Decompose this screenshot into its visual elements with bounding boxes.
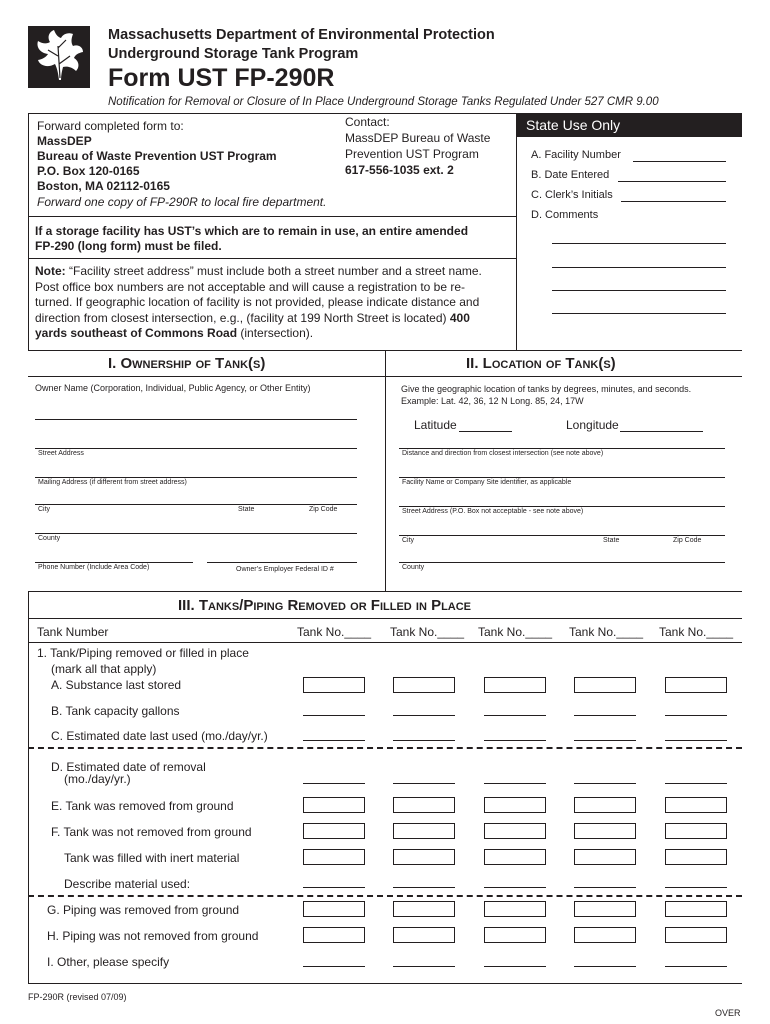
- capacity-line[interactable]: [665, 715, 727, 716]
- tank-no-5[interactable]: Tank No.____: [659, 625, 734, 639]
- street-address-label: Street Address: [38, 450, 84, 457]
- owner-name-field-2[interactable]: [35, 448, 357, 449]
- contact-phone: 617-556-1035 ext. 2: [345, 163, 454, 177]
- section3-bottom-rule: [28, 983, 742, 984]
- comments-line[interactable]: [552, 313, 726, 314]
- date-removal-line[interactable]: [665, 783, 727, 784]
- date-last-used-line[interactable]: [393, 740, 455, 741]
- substance-box[interactable]: [484, 677, 546, 693]
- revision-label: FP-290R (revised 07/09): [28, 992, 127, 1002]
- state-use-title: State Use Only: [526, 117, 621, 133]
- not-removed-box[interactable]: [574, 823, 636, 839]
- item1-line1: 1. Tank/Piping removed or filled in place: [37, 646, 249, 660]
- piping-not-removed-box[interactable]: [393, 927, 455, 943]
- material-line[interactable]: [574, 887, 636, 888]
- program-name: Underground Storage Tank Program: [108, 46, 359, 62]
- state-use-a: A. Facility Number: [531, 149, 621, 161]
- massdep-logo: [28, 26, 90, 88]
- note-line2: Post office box numbers are not acceptable and will cause a registration to be re-: [35, 279, 466, 294]
- piping-not-removed-box[interactable]: [303, 927, 365, 943]
- fein-field[interactable]: [207, 562, 357, 563]
- facility-name-field[interactable]: [399, 477, 725, 478]
- removed-box[interactable]: [574, 797, 636, 813]
- comments-line[interactable]: [552, 290, 726, 291]
- owner-name-field[interactable]: [35, 419, 357, 420]
- city-label: City: [38, 506, 51, 513]
- facility-city-label: City: [402, 537, 415, 544]
- phone-label: Phone Number (Include Area Code): [38, 564, 150, 571]
- substance-box[interactable]: [393, 677, 455, 693]
- material-line[interactable]: [665, 887, 727, 888]
- state-use-divider: [516, 113, 517, 350]
- not-removed-box[interactable]: [303, 823, 365, 839]
- row-i-label: I. Other, please specify: [47, 955, 170, 969]
- other-line[interactable]: [665, 966, 727, 967]
- location-instructions-2: Example: Lat. 42, 36, 12 N Long. 85, 24, 17W: [401, 396, 584, 406]
- not-removed-box[interactable]: [484, 823, 546, 839]
- state-label: State: [238, 506, 255, 513]
- material-line[interactable]: [303, 887, 365, 888]
- row-g-label: G. Piping was removed from ground: [47, 903, 240, 917]
- street-address-field[interactable]: [35, 477, 357, 478]
- warning-bottom-rule: [28, 258, 516, 259]
- dashed-divider: [28, 747, 742, 749]
- section2-bottom-rule: [28, 591, 742, 592]
- row-b-label: B. Tank capacity gallons: [51, 704, 180, 718]
- capacity-line[interactable]: [484, 715, 546, 716]
- forward-line3: P.O. Box 120-0165: [37, 164, 140, 178]
- tank-number-row-rule: [28, 642, 742, 643]
- distance-field[interactable]: [399, 448, 725, 449]
- agency-name: Massachusetts Department of Environmental Protection: [108, 27, 495, 43]
- row-a-label: A. Substance last stored: [51, 678, 182, 692]
- facility-zip-label: Zip Code: [673, 537, 702, 544]
- forward-bottom-rule: [28, 216, 516, 217]
- tank-no-2[interactable]: Tank No.____: [390, 625, 465, 639]
- section1-2-divider: [385, 350, 386, 591]
- state-use-b: B. Date Entered: [531, 169, 610, 181]
- note-line4: direction from closest intersection, e.g., (facility at 199 North Street is located): [35, 310, 447, 325]
- section2-title: II. Location of Tank(s): [466, 355, 616, 372]
- other-line[interactable]: [303, 966, 365, 967]
- latitude-label: Latitude: [414, 418, 457, 432]
- clerk-initials-field[interactable]: [621, 201, 726, 202]
- dashed-divider: [28, 895, 742, 897]
- removed-box[interactable]: [484, 797, 546, 813]
- oak-leaf-icon: [28, 26, 90, 88]
- row-h-label: H. Piping was not removed from ground: [47, 929, 259, 943]
- tank-no-4[interactable]: Tank No.____: [569, 625, 644, 639]
- distance-label: Distance and direction from closest intersection (see note above): [402, 450, 604, 457]
- capacity-line[interactable]: [393, 715, 455, 716]
- date-removal-line[interactable]: [393, 783, 455, 784]
- facility-county-label: County: [402, 564, 425, 571]
- other-line[interactable]: [484, 966, 546, 967]
- tank-number-label: Tank Number: [37, 625, 109, 639]
- piping-removed-box[interactable]: [665, 901, 727, 917]
- mailing-address-field[interactable]: [35, 504, 357, 505]
- forward-line1: MassDEP: [37, 134, 92, 148]
- warning-line2: FP-290 (long form) must be filed.: [35, 239, 222, 253]
- filled-box[interactable]: [393, 849, 455, 865]
- filled-box[interactable]: [303, 849, 365, 865]
- piping-removed-box[interactable]: [303, 901, 365, 917]
- note-bold2: yards southeast of Commons Road: [35, 326, 238, 340]
- row-filled-label: Tank was filled with inert material: [64, 851, 240, 865]
- substance-box[interactable]: [665, 677, 727, 693]
- date-last-used-line[interactable]: [484, 740, 546, 741]
- city-state-zip-field[interactable]: [35, 533, 357, 534]
- contact-line2: Prevention UST Program: [345, 147, 479, 161]
- item1-line2: (mark all that apply): [51, 662, 157, 676]
- fein-label: Owner’s Employer Federal ID #: [236, 566, 334, 573]
- section3-left-border: [28, 591, 29, 983]
- contact-label: Contact:: [345, 115, 390, 129]
- facility-county-field[interactable]: [399, 562, 725, 563]
- mailing-address-label: Mailing Address (if different from street address): [38, 479, 187, 486]
- facility-name-label: Facility Name or Company Site identifier, as applicable: [402, 479, 572, 486]
- forward-intro: Forward completed form to:: [37, 119, 184, 133]
- row-e-label: E. Tank was removed from ground: [51, 799, 234, 813]
- county-label: County: [38, 535, 61, 542]
- removed-box[interactable]: [303, 797, 365, 813]
- capacity-line[interactable]: [574, 715, 636, 716]
- date-last-used-line[interactable]: [303, 740, 365, 741]
- date-last-used-line[interactable]: [665, 740, 727, 741]
- owner-name-label: Owner Name (Corporation, Individual, Public Agency, or Other Entity): [35, 383, 311, 393]
- longitude-field[interactable]: [620, 431, 703, 432]
- not-removed-box[interactable]: [393, 823, 455, 839]
- note-paragraph: [35, 264, 515, 342]
- state-use-c: C. Clerk’s Initials: [531, 189, 613, 201]
- section3-header-rule: [28, 618, 742, 619]
- section3-title: III. Tanks/Piping Removed or Filled in Place: [178, 597, 472, 614]
- row-d-label-2: (mo./day/yr.): [64, 772, 131, 786]
- other-line[interactable]: [574, 966, 636, 967]
- note-bold1: 400: [449, 310, 470, 325]
- piping-not-removed-box[interactable]: [484, 927, 546, 943]
- not-removed-box[interactable]: [665, 823, 727, 839]
- forward-line4: Boston, MA 02112-0165: [37, 179, 170, 193]
- facility-state-label: State: [603, 537, 620, 544]
- date-last-used-line[interactable]: [574, 740, 636, 741]
- tank-no-1[interactable]: Tank No.____: [297, 625, 372, 639]
- filled-box[interactable]: [665, 849, 727, 865]
- substance-box[interactable]: [574, 677, 636, 693]
- left-border: [28, 113, 29, 350]
- zip-label: Zip Code: [309, 506, 338, 513]
- removed-box[interactable]: [393, 797, 455, 813]
- piping-not-removed-box[interactable]: [665, 927, 727, 943]
- comments-line[interactable]: [552, 243, 726, 244]
- material-line[interactable]: [393, 887, 455, 888]
- form-subtitle: Notification for Removal or Closure of In Place Underground Storage Tanks Regulated Under 527 CMR 9.00: [108, 96, 659, 108]
- contact-line1: MassDEP Bureau of Waste: [345, 131, 491, 145]
- comments-line[interactable]: [552, 267, 726, 268]
- filled-box[interactable]: [574, 849, 636, 865]
- section1-title: I. Ownership of Tank(s): [108, 355, 266, 372]
- note-tail: (intersection).: [240, 326, 314, 340]
- piping-removed-box[interactable]: [393, 901, 455, 917]
- tank-no-3[interactable]: Tank No.____: [478, 625, 553, 639]
- state-use-d: D. Comments: [531, 209, 599, 221]
- facility-street-field[interactable]: [399, 506, 725, 507]
- capacity-line[interactable]: [303, 715, 365, 716]
- date-removal-line[interactable]: [484, 783, 546, 784]
- substance-box[interactable]: [303, 677, 365, 693]
- piping-removed-box[interactable]: [484, 901, 546, 917]
- note-line1: “Facility street address” must include both a street number and a street name.: [69, 264, 482, 278]
- phone-field[interactable]: [35, 562, 193, 563]
- state-use-header: [516, 113, 742, 137]
- removed-box[interactable]: [665, 797, 727, 813]
- warning-line1: If a storage facility has UST’s which are to remain in use, an entire amended: [35, 224, 469, 238]
- filled-box[interactable]: [484, 849, 546, 865]
- longitude-label: Longitude: [566, 418, 619, 432]
- forward-note: Forward one copy of FP-290R to local fire department.: [37, 195, 327, 209]
- form-title: Form UST FP-290R: [108, 64, 335, 92]
- row-f-label: F. Tank was not removed from ground: [51, 825, 252, 839]
- latitude-field[interactable]: [459, 431, 512, 432]
- facility-number-field[interactable]: [633, 161, 726, 162]
- piping-not-removed-box[interactable]: [574, 927, 636, 943]
- other-line[interactable]: [393, 966, 455, 967]
- over-label: OVER: [715, 1008, 741, 1018]
- note-label: Note:: [35, 264, 66, 278]
- material-line[interactable]: [484, 887, 546, 888]
- date-removal-line[interactable]: [574, 783, 636, 784]
- row-c-label: C. Estimated date last used (mo./day/yr.): [51, 729, 268, 743]
- date-removal-line[interactable]: [303, 783, 365, 784]
- piping-removed-box[interactable]: [574, 901, 636, 917]
- forward-line2: Bureau of Waste Prevention UST Program: [37, 149, 277, 163]
- row-describe-label: Describe material used:: [64, 877, 191, 891]
- facility-street-label: Street Address (P.O. Box not acceptable - see note above): [402, 508, 584, 515]
- facility-city-field[interactable]: [399, 535, 725, 536]
- date-entered-field[interactable]: [618, 181, 726, 182]
- row-d-label-1: D. Estimated date of removal: [51, 760, 206, 774]
- location-instructions-1: Give the geographic location of tanks by degrees, minutes, and seconds.: [401, 384, 692, 394]
- note-line3: turned. If geographic location of facility is not provided, please indicate distance and: [35, 295, 480, 309]
